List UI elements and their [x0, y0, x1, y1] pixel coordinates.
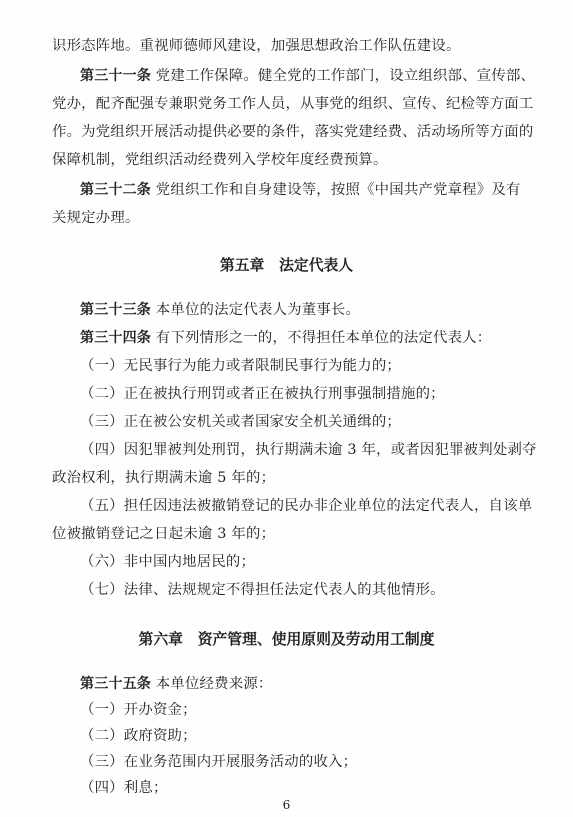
line-text: 本单位经费来源： — [155, 676, 273, 692]
list-item — [80, 552, 255, 572]
line-text: （四）利息； — [80, 780, 168, 796]
article-number: 第三十一条 — [80, 68, 151, 84]
article-number: 第三十二条 — [80, 182, 151, 198]
line-text: 保障机制，党组织活动经费列入学校年度经费预算。 — [52, 152, 388, 168]
list-item — [80, 778, 168, 798]
text-line — [52, 524, 275, 544]
line-text: （五）担任因违法被撤销登记的民办非企业单位的法定代表人，自该单 — [80, 498, 533, 514]
line-text: （三）在业务范围内开展服务活动的收入； — [80, 754, 358, 770]
article-31 — [80, 66, 535, 86]
line-text: （六）非中国内地居民的； — [80, 554, 256, 570]
article-35 — [80, 674, 273, 694]
list-item — [80, 580, 445, 600]
chapter-heading: 第五章 法定代表人 — [219, 257, 354, 274]
list-item — [80, 752, 357, 772]
article-number: 第三十三条 — [80, 302, 151, 318]
line-text: 党办，配齐配强专兼职党务工作人员，从事党的组织、宣传、纪检等方面工 — [52, 96, 534, 112]
line-text: 识形态阵地。重视师德师风建设，加强思想政治工作队伍建设。 — [52, 38, 461, 54]
line-text: （一）开办资金； — [80, 702, 197, 718]
list-item — [80, 700, 197, 720]
page-number: 6 — [282, 798, 291, 812]
text-line — [52, 36, 461, 56]
line-text: 关规定办理。 — [52, 210, 140, 226]
chapter-heading: 第六章 资产管理、使用原则及劳动用工制度 — [138, 631, 435, 648]
article-number: 第三十五条 — [80, 676, 151, 692]
article-33 — [80, 300, 360, 320]
list-item — [80, 496, 532, 516]
line-text: 政治权利，执行期满未逾 5 年的； — [52, 470, 276, 486]
list-item — [80, 356, 401, 376]
line-text: 位被撤销登记之日起未逾 3 年的； — [52, 526, 276, 542]
line-text: （二）政府资助； — [80, 728, 197, 744]
line-text: 本单位的法定代表人为董事长。 — [155, 302, 361, 318]
text-line — [52, 94, 534, 114]
list-item — [80, 384, 445, 404]
text-line — [52, 468, 275, 488]
line-text: （一）无民事行为能力或者限制民事行为能力的； — [80, 358, 401, 374]
line-text: （三）正在被公安机关或者国家安全机关通缉的； — [80, 414, 401, 430]
line-text: （四）因犯罪被判处刑罚，执行期满未逾 3 年，或者因犯罪被判处剥夺 — [80, 442, 537, 458]
line-text: （二）正在被执行刑罚或者正在被执行刑事强制措施的； — [80, 386, 445, 402]
text-line — [52, 208, 140, 228]
list-item — [80, 412, 401, 432]
text-line — [52, 150, 388, 170]
line-text: 党组织工作和自身建设等，按照《中国共产党章程》及有 — [155, 182, 521, 198]
article-32 — [80, 180, 521, 200]
list-item — [80, 440, 537, 460]
article-number: 第三十四条 — [80, 330, 151, 346]
line-text: 作。为党组织开展活动提供必要的条件，落实党建经费、活动场所等方面的 — [52, 124, 534, 140]
list-item — [80, 726, 197, 746]
text-line — [52, 122, 534, 142]
line-text: （七）法律、法规规定不得担任法定代表人的其他情形。 — [80, 582, 445, 598]
line-text: 党建工作保障。健全党的工作部门，设立组织部、宣传部、 — [155, 68, 536, 84]
line-text: 有下列情形之一的，不得担任本单位的法定代表人： — [155, 330, 492, 346]
article-34 — [80, 328, 491, 348]
